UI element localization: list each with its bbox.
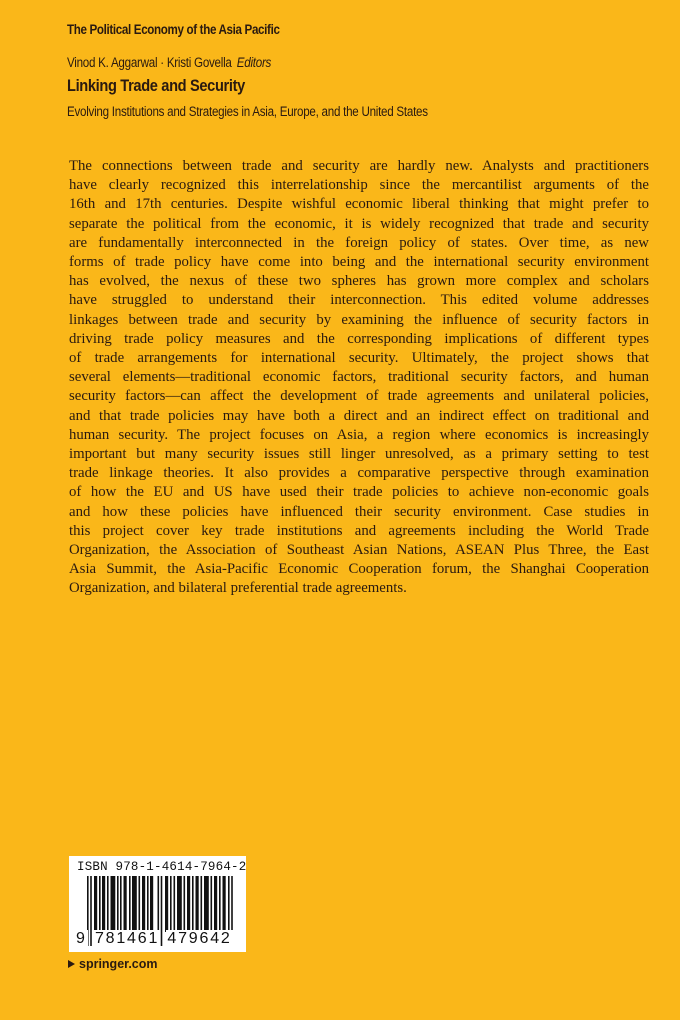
blurb-line: driving trade policy measures and the corresponding implications of different types — [69, 330, 649, 347]
blurb-line: has evolved, the nexus of these two spheres has grown more complex and scholars — [69, 273, 649, 290]
blurb-line: human security. The project focuses on Asia, a region where economics is increasingly — [69, 426, 649, 443]
book-title: Linking Trade and Security — [67, 76, 245, 95]
blurb-line: of how the EU and US have used their trade policies to achieve non-economic goals — [69, 484, 649, 501]
blurb-line: Asia Summit, the Asia-Pacific Economic Cooperation forum, the Shanghai Cooperation — [69, 561, 649, 578]
back-cover-blurb — [69, 157, 649, 599]
blurb-line: forms of trade policy have come into being and the international security environment — [69, 254, 649, 271]
blurb-line: and that trade policies may have both a direct and an indirect effect on traditional and — [69, 407, 649, 424]
ean-digits — [75, 930, 233, 948]
blurb-line: Organization, and bilateral preferential trade agreements. — [69, 580, 407, 597]
blurb-line: and how these policies have influenced their security environment. Case studies in — [69, 503, 649, 520]
publisher-link[interactable] — [68, 957, 158, 971]
blurb-line: have struggled to understand their interconnection. This edited volume addresses — [69, 292, 649, 309]
blurb-line: this project cover key trade institutions and agreements including the World Trade — [69, 522, 649, 539]
editors-role: Editors — [236, 55, 272, 70]
series-title: The Political Economy of the Asia Pacific — [67, 22, 280, 37]
ean-left-group: 781461 — [94, 930, 160, 947]
isbn-label: ISBN 978-1-4614-7964-2 — [77, 860, 247, 874]
ean-right-group: 479642 — [167, 930, 232, 947]
blurb-line: are fundamentally interconnected in the foreign policy of states. Over time, as new — [69, 234, 649, 251]
blurb-line: important but many security issues still linger unresolved, as a primary setting to test — [69, 446, 649, 463]
publisher-url: springer.com — [79, 957, 158, 971]
editor-names: Vinod K. Aggarwal · Kristi Govella — [67, 55, 232, 70]
editors-line — [67, 55, 271, 70]
blurb-line: linkages between trade and security by examining the influence of security factors in — [69, 311, 649, 328]
blurb-line: security factors—can affect the development of trade agreements and unilateral policies, — [69, 388, 649, 405]
book-subtitle: Evolving Institutions and Strategies in Asia, Europe, and the United States — [67, 104, 428, 119]
blurb-line: 16th and 17th centuries. Despite wishful economic liberal thinking that might prefer to — [69, 196, 649, 213]
isbn-barcode — [69, 856, 246, 952]
ean-first-digit: 9 — [76, 930, 87, 947]
blurb-line: separate the political from the economic, it is widely recognized that trade and security — [69, 215, 649, 232]
blurb-line: trade linkage theories. It also provides a comparative perspective through examination — [69, 465, 649, 482]
blurb-line: The connections between trade and security are hardly new. Analysts and practitioners — [69, 158, 649, 174]
blurb-line: several elements—traditional economic factors, traditional security factors, and human — [69, 369, 649, 386]
blurb-line: Organization, the Association of Southeast Asian Nations, ASEAN Plus Three, the East — [69, 542, 649, 559]
triangle-right-icon — [68, 960, 75, 968]
blurb-line: have clearly recognized this interrelationship since the mercantilist arguments of the — [69, 177, 649, 194]
blurb-line: of trade arrangements for international security. Ultimately, the project shows that — [69, 350, 649, 367]
